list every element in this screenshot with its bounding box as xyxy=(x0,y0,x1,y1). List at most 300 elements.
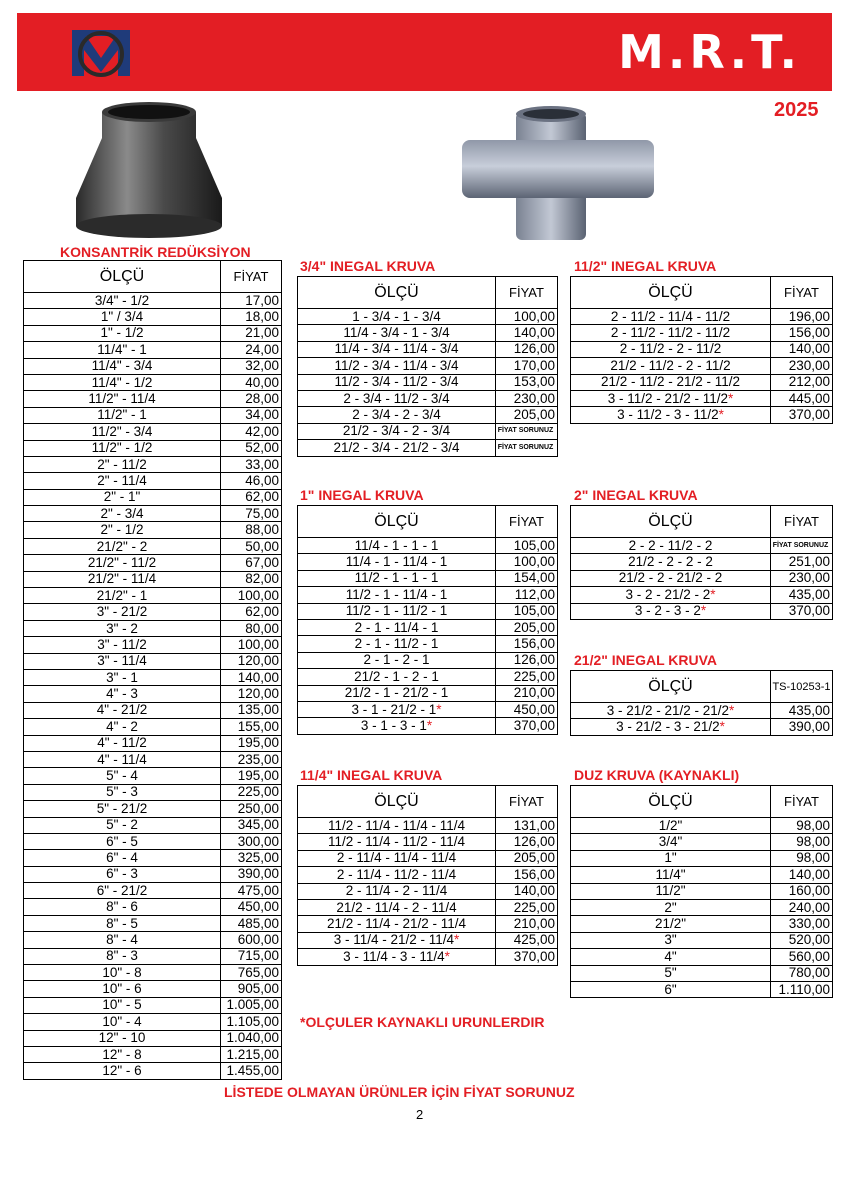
table-row xyxy=(24,997,282,1013)
size-cell xyxy=(298,538,496,554)
size-text: 21/2" - 1 xyxy=(96,587,148,603)
bottom-note: LİSTEDE OLMAYAN ÜRÜNLER İÇİN FİYAT SORUNUZ xyxy=(224,1084,575,1100)
table-row xyxy=(24,374,282,390)
size-cell xyxy=(24,637,221,653)
size-text: 3 - 11/2 - 3 - 11/2 xyxy=(617,407,719,423)
asterisk-mark: * xyxy=(426,717,433,733)
table-row xyxy=(298,587,558,603)
table-row xyxy=(571,834,833,850)
size-text: 3" - 1 xyxy=(106,669,138,685)
price-cell: 1.105,00 xyxy=(221,1014,282,1030)
size-cell xyxy=(24,965,221,981)
table-row xyxy=(571,538,833,554)
size-text: 10" - 4 xyxy=(102,1013,142,1029)
table-row xyxy=(24,506,282,522)
table-row xyxy=(24,588,282,604)
size-text: 2" - 3/4 xyxy=(100,505,144,521)
price-cell: 445,00 xyxy=(771,390,833,406)
kruva-2-title: 2" INEGAL KRUVA xyxy=(574,487,698,503)
table-row xyxy=(571,309,833,325)
size-text: 11/2" - 3/4 xyxy=(91,423,153,439)
size-text: 8" - 6 xyxy=(106,899,138,915)
size-cell xyxy=(24,620,221,636)
size-text: 12" - 6 xyxy=(102,1063,142,1079)
table-row xyxy=(571,570,833,586)
table-row xyxy=(571,719,833,735)
table-row xyxy=(571,703,833,719)
price-cell: 715,00 xyxy=(221,948,282,964)
size-text: 12" - 10 xyxy=(98,1030,146,1046)
size-text: 4" - 11/2 xyxy=(97,735,147,751)
kruva-1-title: 1" INEGAL KRUVA xyxy=(300,487,424,503)
size-cell xyxy=(24,801,221,817)
size-cell xyxy=(571,899,771,915)
size-text: 3 - 21/2 - 3 - 21/2 xyxy=(616,719,720,735)
size-text: 4" - 11/4 xyxy=(97,751,147,767)
size-text: 2" - 1" xyxy=(103,489,141,505)
size-text: 3 - 2 - 3 - 2 xyxy=(634,603,701,619)
size-cell xyxy=(571,407,771,423)
table-row xyxy=(24,391,282,407)
size-cell xyxy=(24,604,221,620)
asterisk-mark: * xyxy=(710,586,716,602)
size-text: 21/2 - 3/4 - 2 - 3/4 xyxy=(342,423,451,439)
price-cell: 240,00 xyxy=(771,899,833,915)
price-cell: 210,00 xyxy=(496,916,558,932)
table-row xyxy=(24,948,282,964)
table-row xyxy=(298,652,558,668)
table-row xyxy=(24,620,282,636)
price-cell: 154,00 xyxy=(496,570,558,586)
size-text: 3 - 2 - 21/2 - 2 xyxy=(625,586,711,602)
table-header-row xyxy=(571,277,833,309)
size-text: 11/4 - 3/4 - 11/4 - 3/4 xyxy=(334,341,459,357)
mrt-logo-icon xyxy=(68,24,134,82)
table-header-row xyxy=(571,786,833,818)
table-row xyxy=(24,342,282,358)
price-cell: 225,00 xyxy=(496,899,558,915)
table-row xyxy=(298,932,558,948)
size-text: 5" - 2 xyxy=(106,817,138,833)
size-text: 11/2" xyxy=(655,883,686,899)
table-row xyxy=(298,669,558,685)
size-cell xyxy=(24,948,221,964)
table-row xyxy=(24,981,282,997)
size-text: 2 - 1 - 2 - 1 xyxy=(363,652,430,668)
duz-kruva-table xyxy=(570,785,833,998)
size-cell xyxy=(24,456,221,472)
price-cell: 390,00 xyxy=(771,719,833,735)
size-text: 3/4" - 1/2 xyxy=(94,292,150,308)
size-cell xyxy=(298,374,496,390)
size-column-header: ÖLÇÜ xyxy=(571,277,771,309)
size-cell xyxy=(298,554,496,570)
size-cell xyxy=(571,325,771,341)
size-text: 11/4 - 1 - 11/4 - 1 xyxy=(345,554,448,570)
kruva-34-table xyxy=(297,276,558,457)
size-cell xyxy=(24,883,221,899)
size-cell xyxy=(24,358,221,374)
kruva-212-title: 21/2" INEGAL KRUVA xyxy=(574,652,718,668)
table-header-row xyxy=(24,261,282,293)
size-text: 2 - 11/4 - 2 - 11/4 xyxy=(345,883,448,899)
size-column-header: ÖLÇÜ xyxy=(298,506,496,538)
size-text: 2 - 11/2 - 2 - 11/2 xyxy=(619,341,722,357)
size-cell xyxy=(298,867,496,883)
table-row xyxy=(24,751,282,767)
size-cell xyxy=(571,358,771,374)
size-cell xyxy=(24,850,221,866)
size-text: 2 - 3/4 - 2 - 3/4 xyxy=(352,407,441,423)
price-cell: 155,00 xyxy=(221,719,282,735)
price-cell: 46,00 xyxy=(221,473,282,489)
size-text: 11/2" - 11/4 xyxy=(88,391,156,407)
table-row xyxy=(24,932,282,948)
table-row xyxy=(298,850,558,866)
size-text: 11/2 - 1 - 11/4 - 1 xyxy=(345,586,448,602)
size-cell xyxy=(24,538,221,554)
price-cell: 32,00 xyxy=(221,358,282,374)
size-text: 21/2 - 1 - 2 - 1 xyxy=(354,668,439,684)
size-cell xyxy=(298,949,496,965)
price-cell: 140,00 xyxy=(496,325,558,341)
price-cell: 131,00 xyxy=(496,818,558,834)
size-text: 11/2 - 3/4 - 11/4 - 3/4 xyxy=(334,357,459,373)
size-text: 11/2 - 3/4 - 11/2 - 3/4 xyxy=(334,374,459,390)
size-cell xyxy=(298,570,496,586)
konsantrik-table xyxy=(23,260,282,1080)
size-cell xyxy=(298,701,496,717)
table-row xyxy=(24,686,282,702)
size-cell xyxy=(24,374,221,390)
size-cell xyxy=(298,652,496,668)
price-cell: 205,00 xyxy=(496,407,558,423)
price-cell: 156,00 xyxy=(496,867,558,883)
size-cell xyxy=(298,440,496,456)
table-row xyxy=(298,374,558,390)
price-cell: 62,00 xyxy=(221,604,282,620)
price-cell: 225,00 xyxy=(496,669,558,685)
price-cell: 126,00 xyxy=(496,834,558,850)
price-cell: 98,00 xyxy=(771,818,833,834)
size-text: 11/4 - 3/4 - 1 - 3/4 xyxy=(343,325,450,341)
concentric-reducer-photo xyxy=(68,98,230,248)
size-cell xyxy=(571,603,771,619)
size-cell xyxy=(24,833,221,849)
price-cell: 135,00 xyxy=(221,702,282,718)
table-row xyxy=(24,358,282,374)
size-text: 8" - 4 xyxy=(106,931,138,947)
table-row xyxy=(298,440,558,456)
size-cell xyxy=(571,587,771,603)
size-cell xyxy=(298,916,496,932)
price-cell: 52,00 xyxy=(221,440,282,456)
size-cell xyxy=(24,506,221,522)
size-cell xyxy=(24,342,221,358)
size-cell xyxy=(24,735,221,751)
table-row xyxy=(571,407,833,423)
price-cell: 140,00 xyxy=(771,867,833,883)
price-cell: 1.005,00 xyxy=(221,997,282,1013)
asterisk-mark: * xyxy=(700,603,707,619)
size-text: 21/2 - 2 - 21/2 - 2 xyxy=(618,570,723,586)
size-text: 11/4 - 1 - 1 - 1 xyxy=(354,537,439,553)
size-text: 4" - 3 xyxy=(106,686,138,702)
price-cell: 170,00 xyxy=(496,358,558,374)
size-cell xyxy=(24,391,221,407)
price-cell: 67,00 xyxy=(221,555,282,571)
size-cell xyxy=(24,768,221,784)
table-row xyxy=(24,424,282,440)
size-cell xyxy=(24,1063,221,1079)
table-row xyxy=(24,833,282,849)
price-cell: 230,00 xyxy=(771,358,833,374)
size-cell xyxy=(24,719,221,735)
table-row xyxy=(298,818,558,834)
size-cell xyxy=(24,997,221,1013)
size-text: 2 - 11/2 - 11/4 - 11/2 xyxy=(610,308,731,324)
table-row xyxy=(298,341,558,357)
size-cell xyxy=(24,899,221,915)
table-row xyxy=(24,604,282,620)
table-row xyxy=(571,850,833,866)
size-text: 3" - 11/4 xyxy=(97,653,147,669)
size-cell xyxy=(298,718,496,734)
table-row xyxy=(298,834,558,850)
price-cell: 450,00 xyxy=(496,701,558,717)
size-column-header: ÖLÇÜ xyxy=(571,671,771,703)
size-cell xyxy=(571,341,771,357)
table-row xyxy=(571,965,833,981)
price-cell: 435,00 xyxy=(771,587,833,603)
size-cell xyxy=(298,899,496,915)
size-cell xyxy=(571,867,771,883)
price-cell: 330,00 xyxy=(771,916,833,932)
price-cell: 40,00 xyxy=(221,374,282,390)
size-text: 11/4" xyxy=(655,866,686,882)
price-column-header: FİYAT xyxy=(771,277,833,309)
size-cell xyxy=(24,407,221,423)
price-cell: 205,00 xyxy=(496,850,558,866)
size-cell xyxy=(24,915,221,931)
size-cell xyxy=(24,555,221,571)
price-cell: 250,00 xyxy=(221,801,282,817)
size-text: 3/4" xyxy=(658,834,683,850)
table-row xyxy=(571,374,833,390)
price-cell: 370,00 xyxy=(771,407,833,423)
table-row xyxy=(571,358,833,374)
size-cell xyxy=(298,325,496,341)
table-header-row xyxy=(298,277,558,309)
size-text: 2 - 1 - 11/4 - 1 xyxy=(354,619,439,635)
table-row xyxy=(24,768,282,784)
size-cell xyxy=(298,818,496,834)
price-cell: 24,00 xyxy=(221,342,282,358)
size-cell xyxy=(24,702,221,718)
size-text: 3" - 11/2 xyxy=(97,636,147,652)
table-header-row xyxy=(571,671,833,703)
size-text: 21/2" - 11/4 xyxy=(87,571,157,587)
size-text: 2 - 3/4 - 11/2 - 3/4 xyxy=(343,390,450,406)
price-cell: 370,00 xyxy=(496,718,558,734)
size-cell xyxy=(571,916,771,932)
price-cell: 1.215,00 xyxy=(221,1046,282,1062)
price-column-header: FİYAT xyxy=(496,277,558,309)
table-row xyxy=(298,407,558,423)
table-row xyxy=(571,932,833,948)
table-row xyxy=(24,653,282,669)
table-row xyxy=(298,309,558,325)
price-cell: 112,00 xyxy=(496,587,558,603)
price-cell: 345,00 xyxy=(221,817,282,833)
price-cell: 1.110,00 xyxy=(771,981,833,997)
kruva-112-title: 11/2" INEGAL KRUVA xyxy=(574,258,717,274)
price-cell: 230,00 xyxy=(496,390,558,406)
size-cell xyxy=(24,293,221,309)
size-text: 21/2 - 11/2 - 2 - 11/2 xyxy=(610,357,731,373)
size-cell xyxy=(24,309,221,325)
price-column-header: FİYAT xyxy=(771,786,833,818)
size-cell xyxy=(571,554,771,570)
size-cell xyxy=(24,424,221,440)
size-cell xyxy=(571,703,771,719)
size-text: 3 - 1 - 3 - 1 xyxy=(360,717,427,733)
size-text: 12" - 8 xyxy=(102,1046,142,1062)
price-cell: 18,00 xyxy=(221,309,282,325)
table-row xyxy=(298,899,558,915)
size-text: 8" - 5 xyxy=(106,915,138,931)
table-row xyxy=(298,949,558,965)
table-row xyxy=(298,883,558,899)
table-row xyxy=(24,883,282,899)
size-cell xyxy=(298,358,496,374)
price-cell: 212,00 xyxy=(771,374,833,390)
kruva-114-title: 11/4" INEGAL KRUVA xyxy=(300,767,443,783)
size-cell xyxy=(298,932,496,948)
kruva-2-table xyxy=(570,505,833,620)
price-cell: 485,00 xyxy=(221,915,282,931)
size-cell xyxy=(24,1014,221,1030)
size-cell xyxy=(571,949,771,965)
size-text: 6" - 5 xyxy=(106,833,138,849)
size-text: 21/2" - 11/2 xyxy=(87,554,157,570)
size-text: 11/4" - 1/2 xyxy=(91,374,153,390)
size-cell xyxy=(24,1046,221,1062)
price-cell: 17,00 xyxy=(221,293,282,309)
price-cell: 325,00 xyxy=(221,850,282,866)
konsantrik-title: KONSANTRİK REDÜKSİYON xyxy=(60,244,251,260)
table-row xyxy=(298,570,558,586)
size-text: 5" xyxy=(664,965,677,981)
table-row xyxy=(24,784,282,800)
size-text: 21/2" - 2 xyxy=(96,538,148,554)
price-cell: 100,00 xyxy=(496,554,558,570)
kruva-34-title: 3/4" INEGAL KRUVA xyxy=(300,258,436,274)
size-text: 4" - 2 xyxy=(106,718,138,734)
size-text: 3" xyxy=(664,932,677,948)
table-row xyxy=(24,719,282,735)
kruva-112-table xyxy=(570,276,833,424)
table-row xyxy=(571,949,833,965)
size-cell xyxy=(298,834,496,850)
price-cell: 195,00 xyxy=(221,768,282,784)
size-cell xyxy=(298,309,496,325)
size-text: 21/2 - 2 - 2 - 2 xyxy=(628,554,713,570)
size-cell xyxy=(298,669,496,685)
size-cell xyxy=(24,473,221,489)
table-row xyxy=(571,325,833,341)
table-row xyxy=(24,440,282,456)
size-text: 2 - 11/4 - 11/2 - 11/4 xyxy=(336,866,457,882)
size-text: 3" - 2 xyxy=(106,620,138,636)
size-cell xyxy=(24,932,221,948)
size-text: 2" - 11/4 xyxy=(97,472,147,488)
price-cell: 98,00 xyxy=(771,850,833,866)
size-text: 2 - 2 - 11/2 - 2 xyxy=(628,537,713,553)
size-text: 2" - 11/2 xyxy=(97,456,147,472)
size-text: 3 - 21/2 - 21/2 - 21/2 xyxy=(606,702,730,718)
size-text: 11/4" - 1 xyxy=(97,341,147,357)
size-text: 2 - 11/2 - 11/2 - 11/2 xyxy=(610,325,731,341)
table-row xyxy=(298,325,558,341)
size-text: 21/2 - 3/4 - 21/2 - 3/4 xyxy=(333,439,460,455)
table-row xyxy=(24,735,282,751)
size-text: 3 - 11/4 - 21/2 - 11/4 xyxy=(333,932,455,948)
price-cell: 156,00 xyxy=(771,325,833,341)
price-cell: 225,00 xyxy=(221,784,282,800)
size-cell xyxy=(24,866,221,882)
size-text: 11/2" - 1/2 xyxy=(91,440,153,456)
table-row xyxy=(298,701,558,717)
table-row xyxy=(24,702,282,718)
table-row xyxy=(24,309,282,325)
size-cell xyxy=(298,390,496,406)
size-cell xyxy=(298,603,496,619)
price-cell: 390,00 xyxy=(221,866,282,882)
price-cell: 126,00 xyxy=(496,652,558,668)
price-cell: 435,00 xyxy=(771,703,833,719)
size-text: 3 - 11/2 - 21/2 - 11/2 xyxy=(607,390,729,406)
size-cell xyxy=(24,653,221,669)
size-column-header: ÖLÇÜ xyxy=(298,786,496,818)
size-cell xyxy=(24,588,221,604)
price-cell: 156,00 xyxy=(496,636,558,652)
kruva-1-table xyxy=(297,505,558,735)
size-column-header: ÖLÇÜ xyxy=(571,786,771,818)
table-row xyxy=(298,358,558,374)
price-cell: 105,00 xyxy=(496,538,558,554)
size-text: 6" xyxy=(664,981,677,997)
table-row xyxy=(571,341,833,357)
size-cell xyxy=(298,407,496,423)
price-cell: 105,00 xyxy=(496,603,558,619)
asterisk-mark: * xyxy=(728,390,734,406)
price-column-header: FİYAT xyxy=(496,786,558,818)
price-cell: 905,00 xyxy=(221,981,282,997)
price-cell: 370,00 xyxy=(771,603,833,619)
price-cell: 1.455,00 xyxy=(221,1063,282,1079)
size-text: 1 - 3/4 - 1 - 3/4 xyxy=(352,308,441,324)
price-cell: 34,00 xyxy=(221,407,282,423)
table-row xyxy=(24,1014,282,1030)
size-text: 4" xyxy=(664,948,677,964)
table-row xyxy=(298,390,558,406)
table-row xyxy=(571,390,833,406)
size-cell xyxy=(24,325,221,341)
price-cell: 520,00 xyxy=(771,932,833,948)
size-cell xyxy=(571,309,771,325)
table-row xyxy=(24,489,282,505)
